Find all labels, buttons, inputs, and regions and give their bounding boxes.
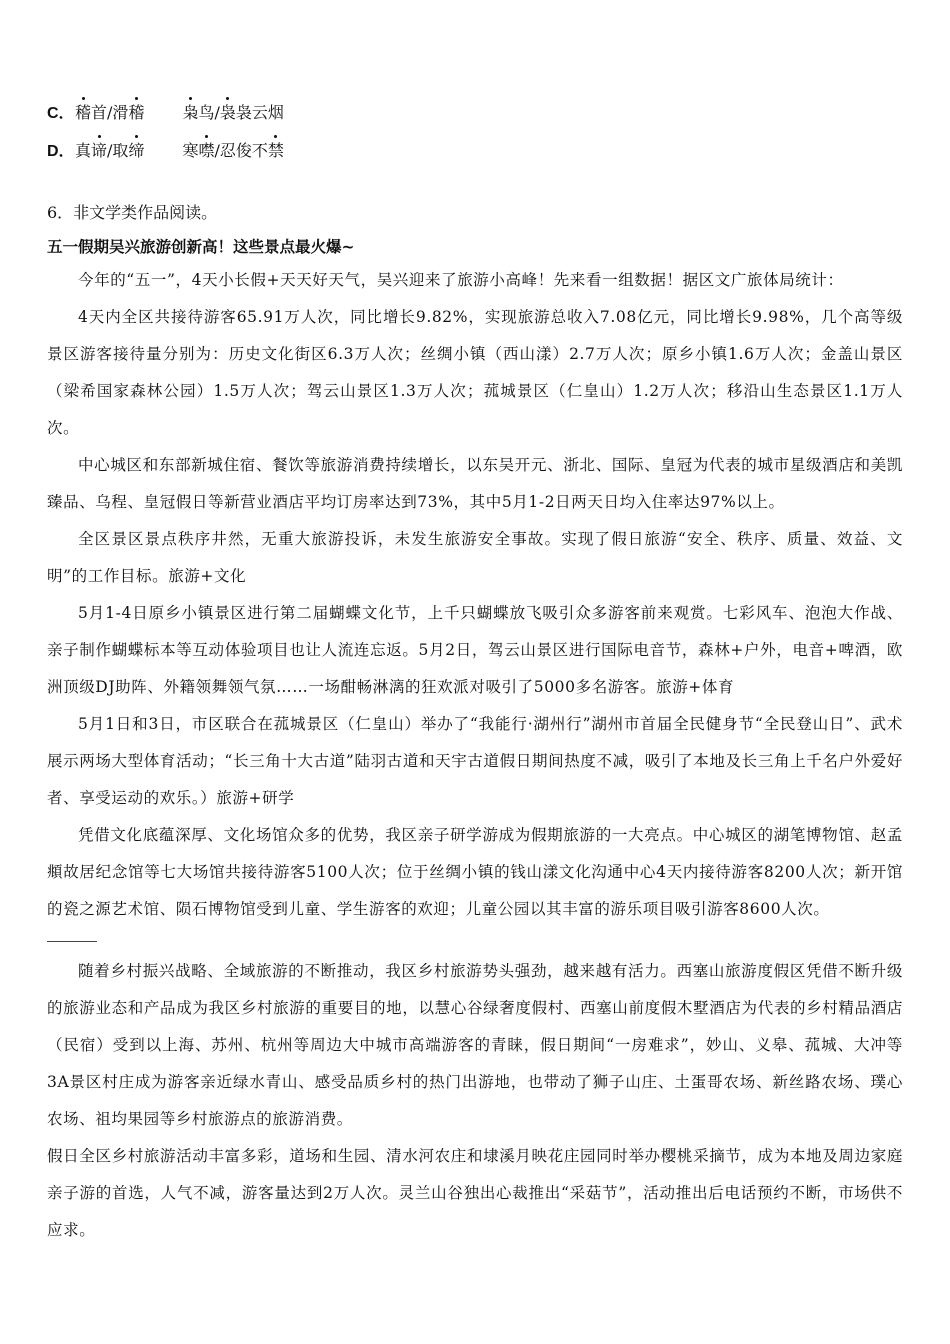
paragraph: 中心城区和东部新城住宿、餐饮等旅游消费持续增长，以东吴开元、浙北、国际、皇冠为代表的城市星级酒店和美凯臻品、乌程、皇冠假日等新营业酒店平均订房率达到73%，其中5月1-2日两天日均入住率达97%以上。 [47,456,903,511]
option-text: 首/滑 [91,103,129,122]
article-body-rural [47,953,903,1249]
option-c-word-pair-2 [182,102,283,124]
option-text: 真 [75,141,92,160]
paragraph: 凭借文化底蕴深厚、文化场馆众多的优势，我区亲子研学游成为假期旅游的一大亮点。中心城区的湖笔博物馆、赵孟頫故居纪念馆等七大场馆共接待游客5100人次；位于丝绸小镇的钱山漾文化沟通中心4天内接待游客8200人次；新开馆的瓷之源艺术馆、陨石博物馆受到儿童、学生游客的欢迎；儿童公园以其丰富的游乐项目吸引游客8600人次。 [47,826,903,918]
question-title: 6．非文学类作品阅读。 [47,203,218,222]
dotted-char: 噤 [198,141,215,160]
dotted-char: 袅 [219,103,236,122]
option-c-word-pair-1 [75,102,144,124]
option-d [47,140,284,163]
option-text: 袅云烟 [235,103,284,122]
paragraph: 全区景区景点秩序井然，无重大旅游投诉，未发生旅游安全事故。实现了假日旅游“安全、秩序、质量、效益、文明”的工作目标。旅游+文化 [47,530,903,585]
paragraph: 今年的“五一”，4天小长假+天天好天气，吴兴迎来了旅游小高峰！先来看一组数据！据区文广旅体局统计： [78,271,844,289]
option-c [47,102,284,125]
option-letter: D． [47,143,75,160]
dotted-char: 谛 [91,141,108,160]
article-headline: 五一假期吴兴旅游创新高！这些景点最火爆~ [47,237,355,256]
dotted-char: 稽 [128,103,145,122]
paragraph: 假日全区乡村旅游活动丰富多彩，道场和生园、清水河农庄和埭溪月映花庄园同时举办樱桃采摘节，成为本地及周边家庭亲子游的首选，人气不减，游客量达到2万人次。灵兰山谷独出心裁推出“采菇节”，活动推出后电话预约不断，市场供不应求。 [47,1147,903,1239]
option-d-word-pair-2 [182,140,283,162]
option-text: /忍俊不 [214,141,268,160]
dotted-char: 禁 [267,141,284,160]
option-d-word-pair-1 [75,140,144,162]
dotted-char: 枭 [182,103,199,122]
paragraph: 4天内全区共接待游客65.91万人次，同比增长9.82%，实现旅游总收入7.08亿元，同比增长9.98%，几个高等级景区游客接待量分别为：历史文化街区6.3万人次；丝绸小镇（西山漾）2.7万人次；原乡小镇1.6万人次；金盖山景区（梁希国家森林公园）1.5万人次；驾云山景区1.3万人次；菰城景区（仁皇山）1.2万人次；移沿山生态景区1.1万人次。 [47,308,903,437]
article-body [47,262,903,928]
dotted-char: 稽 [75,103,92,122]
paragraph: 5月1-4日原乡小镇景区进行第二届蝴蝶文化节，上千只蝴蝶放飞吸引众多游客前来观赏。七彩风车、泡泡大作战、亲子制作蝴蝶标本等互动体验项目也让人流连忘返。5月2日，驾云山景区进行国际电音节，森林+户外，电音+啤酒，欧洲顶级DJ助阵、外籍领舞领气氛……一场酣畅淋漓的狂欢派对吸引了5000多名游客。旅游+体育 [47,604,903,696]
option-text: /取 [107,141,129,160]
option-letter: C． [47,105,75,122]
paragraph: 随着乡村振兴战略、全域旅游的不断推动，我区乡村旅游势头强劲，越来越有活力。西塞山旅游度假区凭借不断升级的旅游业态和产品成为我区乡村旅游的重要目的地，以慧心谷绿奢度假村、西塞山前度假木墅酒店为代表的乡村精品酒店（民宿）受到以上海、苏州、杭州等周边大中城市高端游客的青睐，假日期间“一房难求”，妙山、义皋、菰城、大冲等3A景区村庄成为游客亲近绿水青山、感受品质乡村的热门出游地，也带动了狮子山庄、土蛋哥农场、新丝路农场、璞心农场、祖均果园等乡村旅游点的旅游消费。 [47,962,903,1128]
option-text: 鸟/ [198,103,220,122]
section-divider [47,941,97,942]
option-text: 寒 [182,141,199,160]
paragraph: 5月1日和3日，市区联合在菰城景区（仁皇山）举办了“我能行·湖州行”湖州市首届全民健身节“全民登山日”、武术展示两场大型体育活动；“长三角十大古道”陆羽古道和天宇古道假日期间热度不减，吸引了本地及长三角上千名户外爱好者、享受运动的欢乐。）旅游+研学 [47,715,903,807]
dotted-char: 缔 [128,141,145,160]
